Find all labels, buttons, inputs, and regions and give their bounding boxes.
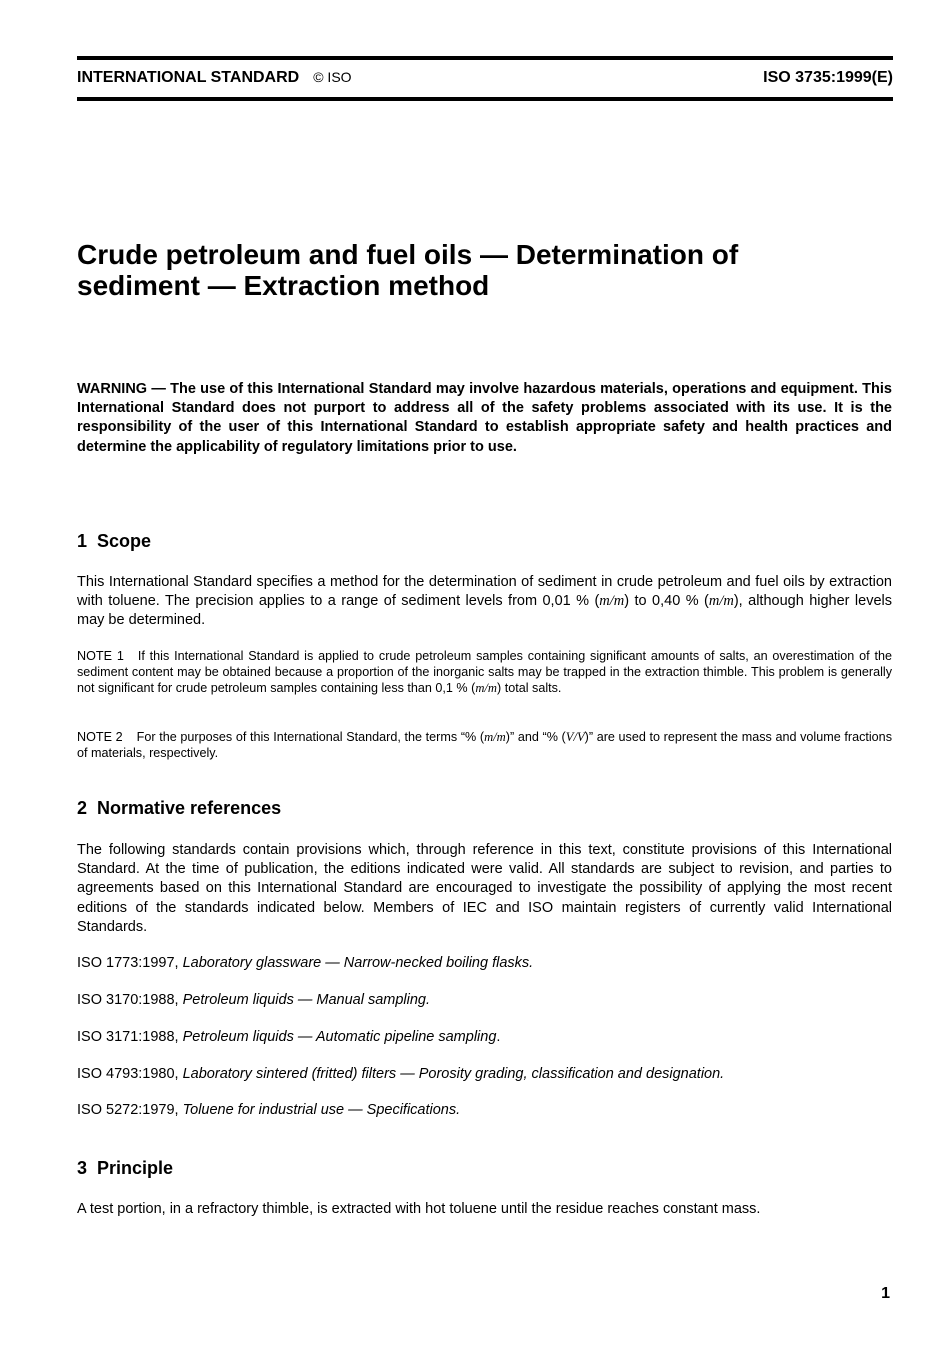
text: .: [496, 1029, 501, 1045]
reference-code: ISO 4793:1980,: [77, 1066, 183, 1082]
header-bottom-rule: [77, 97, 893, 101]
title-line-1: Crude petroleum and fuel oils — Determination of: [77, 239, 739, 270]
title-line-2: sediment — Extraction method: [77, 270, 490, 301]
reference-title: Laboratory glassware — Narrow-necked boiling flasks.: [182, 955, 534, 971]
reference-code: ISO 5272:1979,: [77, 1102, 183, 1118]
section-title: Principle: [97, 1158, 174, 1178]
principle-paragraph: A test portion, in a refractory thimble, is extracted with hot toluene until the residue reaches constant mass.: [77, 1201, 761, 1217]
reference-code: ISO 3171:1988,: [77, 1029, 183, 1045]
text: If this International Standard is applied to crude petroleum samples containing significant amounts of salts, an overestimation of the sediment content may be obtained because a proportion of the inorganic salts may be trapped in the extraction thimble. This problem is generally not significant for crude petroleum samples containing less than 0,1 % (: [77, 649, 892, 695]
reference-code: ISO 3170:1988,: [77, 992, 183, 1008]
section-title: Scope: [97, 531, 152, 551]
reference-title: Petroleum liquids — Manual sampling.: [182, 992, 431, 1008]
reference-item: [77, 991, 892, 1010]
section-title: Normative references: [97, 798, 282, 818]
section-number: 3: [77, 1158, 88, 1178]
section-heading-scope: [77, 531, 892, 552]
unit-mm: m/m: [708, 593, 734, 610]
reference-item: [77, 1101, 892, 1120]
running-header: [77, 69, 893, 87]
text: For the purposes of this International Standard, the terms “% (: [136, 730, 485, 744]
reference-item: [77, 1065, 892, 1084]
page-number: 1: [881, 1285, 890, 1302]
document-title: [77, 239, 892, 301]
reference-title: Toluene for industrial use — Specifications.: [182, 1102, 461, 1118]
warning-paragraph: WARNING — The use of this International Standard may involve hazardous materials, operations and equipment. This International Standard does not purport to address all of the safety problems associated with its use. It is the responsibility of the user of this International Standard to establish appropriate safety and health practices and determine the applicability of regulatory limitations prior to use.: [77, 381, 892, 455]
note-2: [77, 729, 892, 761]
reference-item: [77, 954, 892, 973]
text: ) total salts.: [497, 681, 562, 695]
reference-title: Laboratory sintered (fritted) filters — Porosity grading, classification and designation.: [182, 1066, 725, 1082]
section-heading-normative-references: [77, 798, 892, 819]
section-number: 2: [77, 798, 88, 818]
normative-references-paragraph: The following standards contain provisions which, through reference in this text, constitute provisions of this International Standard. At the time of publication, the editions indicated were valid. All standards are subject to revision, and parties to agreements based on this International Standard are encouraged to investigate the possibility of applying the most recent editions of the standards indicated below. Members of IEC and ISO maintain registers of currently valid International Standards.: [77, 842, 892, 935]
scope-paragraph: [77, 573, 892, 631]
note-label: NOTE 1: [77, 649, 124, 663]
unit-mm: m/m: [599, 593, 625, 610]
reference-code: ISO 1773:1997,: [77, 955, 183, 971]
note-1: [77, 648, 892, 696]
header-top-rule: [77, 56, 893, 60]
unit-vv: V/V: [565, 730, 585, 744]
section-heading-principle: [77, 1158, 892, 1179]
text: ), although higher levels may be determined.: [77, 593, 893, 629]
unit-mm: m/m: [475, 681, 498, 695]
header-standard-label: INTERNATIONAL STANDARD: [77, 69, 300, 86]
header-copyright: © ISO: [313, 69, 352, 85]
text: )” are used to represent the mass and volume fractions of materials, respectively.: [77, 730, 892, 760]
reference-title: Petroleum liquids — Automatic pipeline sampling: [182, 1029, 497, 1045]
section-number: 1: [77, 531, 88, 551]
reference-item: [77, 1028, 892, 1047]
unit-mm: m/m: [484, 730, 506, 744]
header-document-number: ISO 3735:1999(E): [763, 69, 893, 86]
text: ) to 0,40 % (: [624, 593, 709, 610]
text: )” and “% (: [505, 730, 566, 744]
text: This International Standard specifies a method for the determination of sediment in crude petroleum and fuel oils by extraction with toluene. The precision applies to a range of sediment levels from 0,01 % (: [77, 574, 892, 610]
note-label: NOTE 2: [77, 730, 123, 744]
